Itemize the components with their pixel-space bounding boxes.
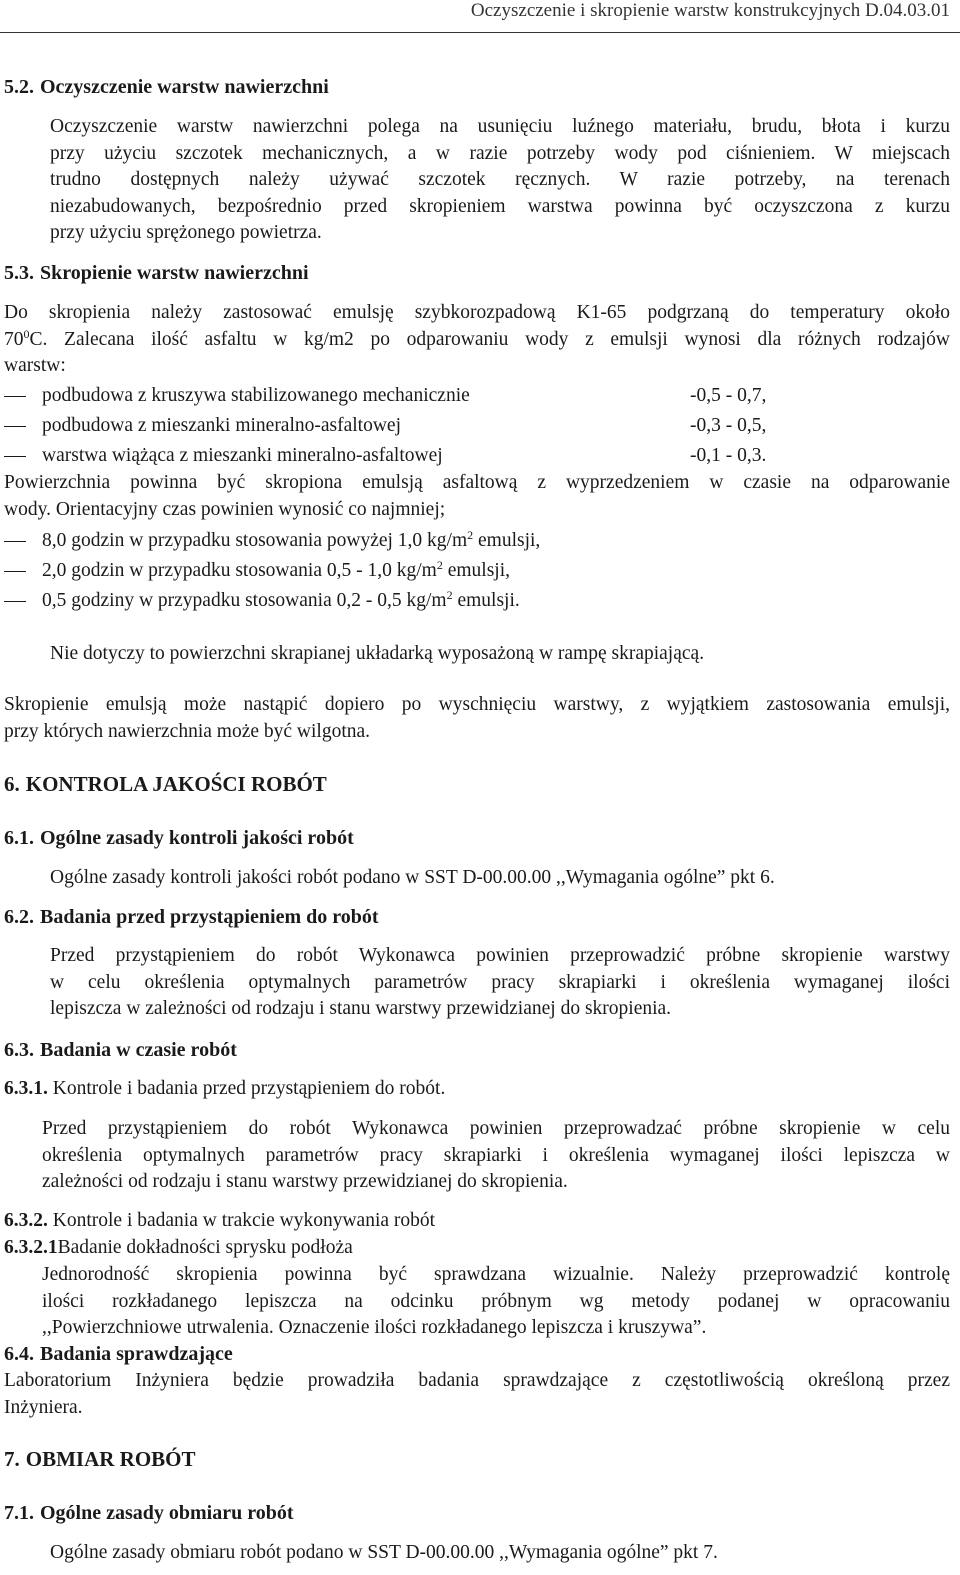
section-heading-6-2	[4, 904, 379, 930]
text-line: Powierzchnia powinna być skropiona emulsją asfaltową z wyprzedzeniem w czasie na odparowanie	[4, 472, 950, 493]
section-title: OBMIAR ROBÓT	[25, 1447, 196, 1471]
section-number: 7.	[4, 1447, 20, 1471]
section-number: 6.3.	[4, 1039, 34, 1061]
section-number: 6.2.	[4, 906, 34, 928]
section-title: Kontrole i badania przed przystąpieniem do robót.	[52, 1078, 446, 1099]
text-line: Inżyniera.	[4, 1396, 83, 1418]
paragraph-cleaning	[50, 114, 950, 247]
text-line: warstw:	[4, 355, 66, 376]
text-line: Przed przystąpieniem do robót Wykonawca powinien przeprowadzać próbne skropienie w celu	[42, 1118, 950, 1139]
time-text: 0,5 godziny w przypadku stosowania 0,2 - 0,5 $kg/m^2$ emulsji.	[42, 588, 520, 611]
section-title: Badania przed przystąpieniem do robót	[40, 906, 379, 928]
section-title: Oczyszczenie warstw nawierzchni	[40, 76, 329, 98]
section-title: Kontrole i badania w trakcie wykonywania robót	[52, 1210, 436, 1231]
section-number: 6.1.	[4, 827, 34, 849]
paragraph-verification	[4, 1368, 950, 1421]
text-line: Jednorodność skropienia powinna być sprawdzana wizualnie. Należy przeprowadzić kontrolę	[42, 1264, 950, 1285]
text-line: Laboratorium Inżyniera będzie prowadziła badania sprawdzające z częstotliwością określoną przez	[4, 1370, 950, 1391]
text-line: określenia optymalnych parametrów pracy skrapiarki i określenia wymaganej ilości lepiszcza w	[42, 1144, 950, 1166]
text-line: ilości rozkładanego lepiszcza na odcinku próbnym wg metody podanej w opracowaniu	[42, 1290, 950, 1312]
text-line: ,,Powierzchniowe utrwalenia. Oznaczenie ilości rozkładanego lepiszcza i kruszywa”.	[42, 1317, 707, 1338]
subsection-heading-6-3-2-1	[4, 1235, 353, 1261]
section-title: Badanie dokładności sprysku podłoża	[57, 1237, 353, 1258]
text-line: przy których nawierzchnia może być wilgotna.	[4, 720, 371, 742]
layer-value: -0,5 - 0,7,	[690, 385, 767, 406]
header-rule	[0, 32, 960, 33]
section-number: 6.3.2.	[4, 1210, 48, 1231]
section-heading-5-2	[4, 74, 329, 100]
text-line: $70^0C$. Zalecana ilość asfaltu w kg/m2 po odparowaniu wody z emulsji wynosi dla różnych rodzajów	[4, 326, 950, 350]
text-line: zależności od rodzaju i stanu warstwy przewidzianej do skropienia.	[42, 1171, 568, 1192]
section-title: Ogólne zasady obmiaru robót	[40, 1502, 294, 1524]
text-line: Skropienie emulsją może nastąpić dopiero po wyschnięciu warstwy, z wyjątkiem zastosowania emulsji,	[4, 694, 950, 715]
time-text: 2,0 godzin w przypadku stosowania 0,5 - 1,0 $kg/m^2$ emulsji,	[42, 558, 510, 581]
layer-name: podbudowa z kruszywa stabilizowanego mechanicznie	[42, 385, 470, 406]
section-heading-6-1	[4, 825, 354, 851]
section-number: 6.4.	[4, 1343, 34, 1365]
text-line: trudno dostępnych należy używać szczotek ręcznych. W razie potrzeby, na terenach	[50, 169, 950, 190]
subsection-heading-6-3-1	[4, 1076, 445, 1102]
text-line: Oczyszczenie warstw nawierzchni polega na usunięciu luźnego materiału, brudu, błota i kurzu	[50, 116, 950, 137]
paragraph-spraying-intro	[4, 300, 950, 380]
section-title: Badania sprawdzające	[40, 1343, 233, 1365]
subsection-heading-6-3-2	[4, 1208, 435, 1234]
text-line: przy użyciu sprężonego powietrza.	[50, 222, 322, 243]
section-title: KONTROLA JAKOŚCI ROBÓT	[25, 772, 327, 796]
chapter-heading-7	[4, 1446, 196, 1472]
paragraph-measurement-rules: Ogólne zasady obmiaru robót podano w SST D-00.00.00 ,,Wymagania ogólne” pkt 7.	[50, 1542, 718, 1563]
text-line: Do skropienia należy zastosować emulsję szybkorozpadową K1-65 podgrzaną do temperatury około	[4, 302, 950, 323]
paragraph-pre-tests	[50, 943, 950, 1023]
section-title: Badania w czasie robót	[40, 1039, 237, 1061]
paragraph-spray-accuracy	[42, 1262, 950, 1342]
text-line: niezabudowanych, bezpośrednio przed skropieniem warstwa powinna być oczyszczona z kurzu	[50, 195, 950, 217]
note-paragraph: Nie dotyczy to powierzchni skrapianej układarką wyposażoną w rampę skrapiającą.	[50, 643, 705, 664]
section-number: 5.3.	[4, 262, 34, 284]
section-number: 7.1.	[4, 1502, 34, 1524]
section-title: Skropienie warstw nawierzchni	[40, 262, 309, 284]
text-line: lepiszcza w zależności od rodzaju i stanu warstwy przewidzianej do skropienia.	[50, 998, 672, 1019]
paragraph-general-rules: Ogólne zasady kontroli jakości robót podano w SST D-00.00.00 ,,Wymagania ogólne” pkt 6.	[50, 867, 775, 888]
layer-name: warstwa wiążąca z mieszanki mineralno-asfaltowej	[42, 445, 443, 466]
paragraph-trial-spraying	[42, 1116, 950, 1196]
section-heading-5-3	[4, 260, 309, 286]
text-line: wody. Orientacyjny czas powinien wynosić co najmniej;	[4, 498, 446, 520]
section-heading-6-4	[4, 1341, 233, 1367]
paragraph-drying	[4, 692, 950, 745]
layer-value: -0,3 - 0,5,	[690, 415, 767, 436]
section-heading-7-1	[4, 1500, 294, 1526]
text-line: Przed przystąpieniem do robót Wykonawca powinien przeprowadzić próbne skropienie warstwy	[50, 945, 950, 966]
running-header: Oczyszczenie i skropienie warstw konstrukcyjnych D.04.03.01	[470, 0, 950, 21]
layer-value: -0,1 - 0,3.	[690, 445, 767, 466]
section-number: 6.	[4, 772, 20, 796]
layer-name: podbudowa z mieszanki mineralno-asfaltowej	[42, 415, 402, 436]
section-number: 6.3.2.1	[4, 1237, 58, 1258]
time-text: 8,0 godzin w przypadku stosowania powyżej 1,0 $kg/m^2$ emulsji,	[42, 528, 541, 551]
section-title: Ogólne zasady kontroli jakości robót	[40, 827, 354, 849]
section-number: 5.2.	[4, 76, 34, 98]
text-line: przy użyciu szczotek mechanicznych, a w razie potrzeby wody pod ciśnieniem. W miejscach	[50, 142, 950, 164]
chapter-heading-6	[4, 771, 327, 797]
text-line: w celu określenia optymalnych parametrów pracy skrapiarki i określenia wymaganej ilości	[50, 971, 950, 993]
section-heading-6-3	[4, 1037, 237, 1063]
paragraph-surface	[4, 470, 950, 523]
section-number: 6.3.1.	[4, 1078, 48, 1099]
